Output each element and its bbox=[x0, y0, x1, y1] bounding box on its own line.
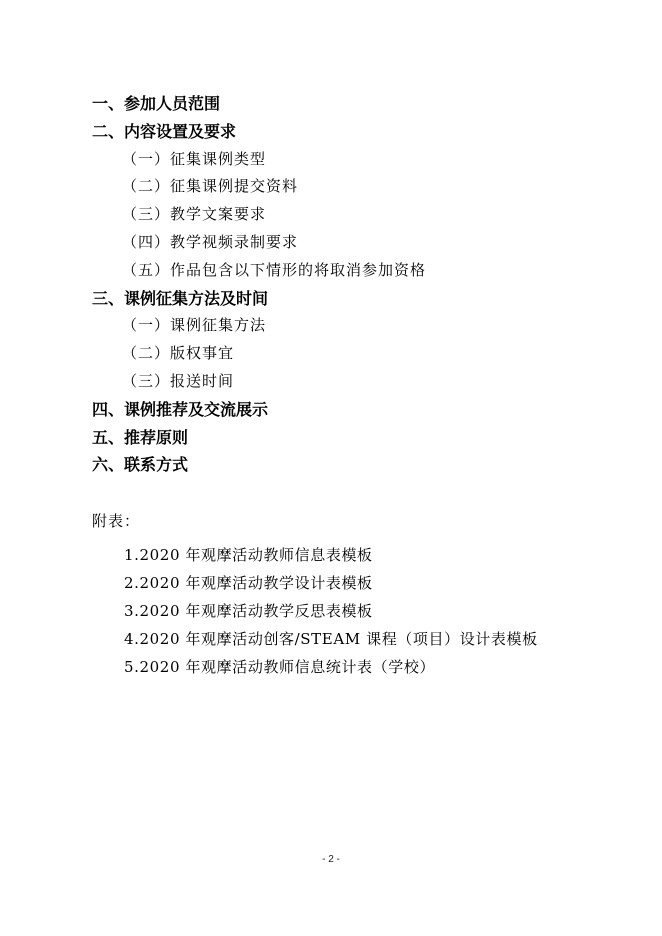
toc-subsection-2-2: （二）征集课例提交资料 bbox=[122, 177, 299, 196]
toc-subsection-2-4: （四）教学视频录制要求 bbox=[122, 232, 299, 251]
appendix-item: 5.2020 年观摩活动教师信息统计表（学校） bbox=[124, 658, 436, 676]
toc-section-5: 五、推荐原则 bbox=[92, 427, 189, 447]
appendix-title: 附表： bbox=[92, 512, 141, 530]
toc-section-1: 一、参加人员范围 bbox=[92, 94, 221, 113]
toc-section-3: 三、课例征集方法及时间 bbox=[92, 288, 269, 308]
appendix-item: 4.2020 年观摩活动创客/STEAM 课程（项目）设计表模板 bbox=[124, 630, 538, 648]
toc-section-2: 二、内容设置及要求 bbox=[92, 121, 237, 141]
toc-section-6: 六、联系方式 bbox=[92, 455, 189, 475]
appendix-item: 2.2020 年观摩活动教学设计表模板 bbox=[124, 574, 373, 592]
toc-subsection-2-3: （三）教学文案要求 bbox=[122, 205, 267, 224]
toc-subsection-3-1: （一）课例征集方法 bbox=[122, 316, 267, 335]
table-of-contents bbox=[92, 90, 612, 479]
appendix-section bbox=[92, 507, 632, 681]
toc-section-4: 四、课例推荐及交流展示 bbox=[92, 399, 269, 419]
toc-subsection-2-1: （一）征集课例类型 bbox=[122, 149, 267, 168]
page-number: - 2 - bbox=[322, 854, 340, 865]
appendix-item: 3.2020 年观摩活动教学反思表模板 bbox=[124, 602, 373, 620]
toc-subsection-2-5: （五）作品包含以下情形的将取消参加资格 bbox=[122, 260, 427, 279]
toc-subsection-3-2: （二）版权事宜 bbox=[122, 344, 235, 363]
appendix-item: 1.2020 年观摩活动教师信息表模板 bbox=[124, 546, 373, 564]
appendix-list bbox=[92, 541, 632, 681]
toc-subsection-3-3: （三）报送时间 bbox=[122, 371, 235, 390]
